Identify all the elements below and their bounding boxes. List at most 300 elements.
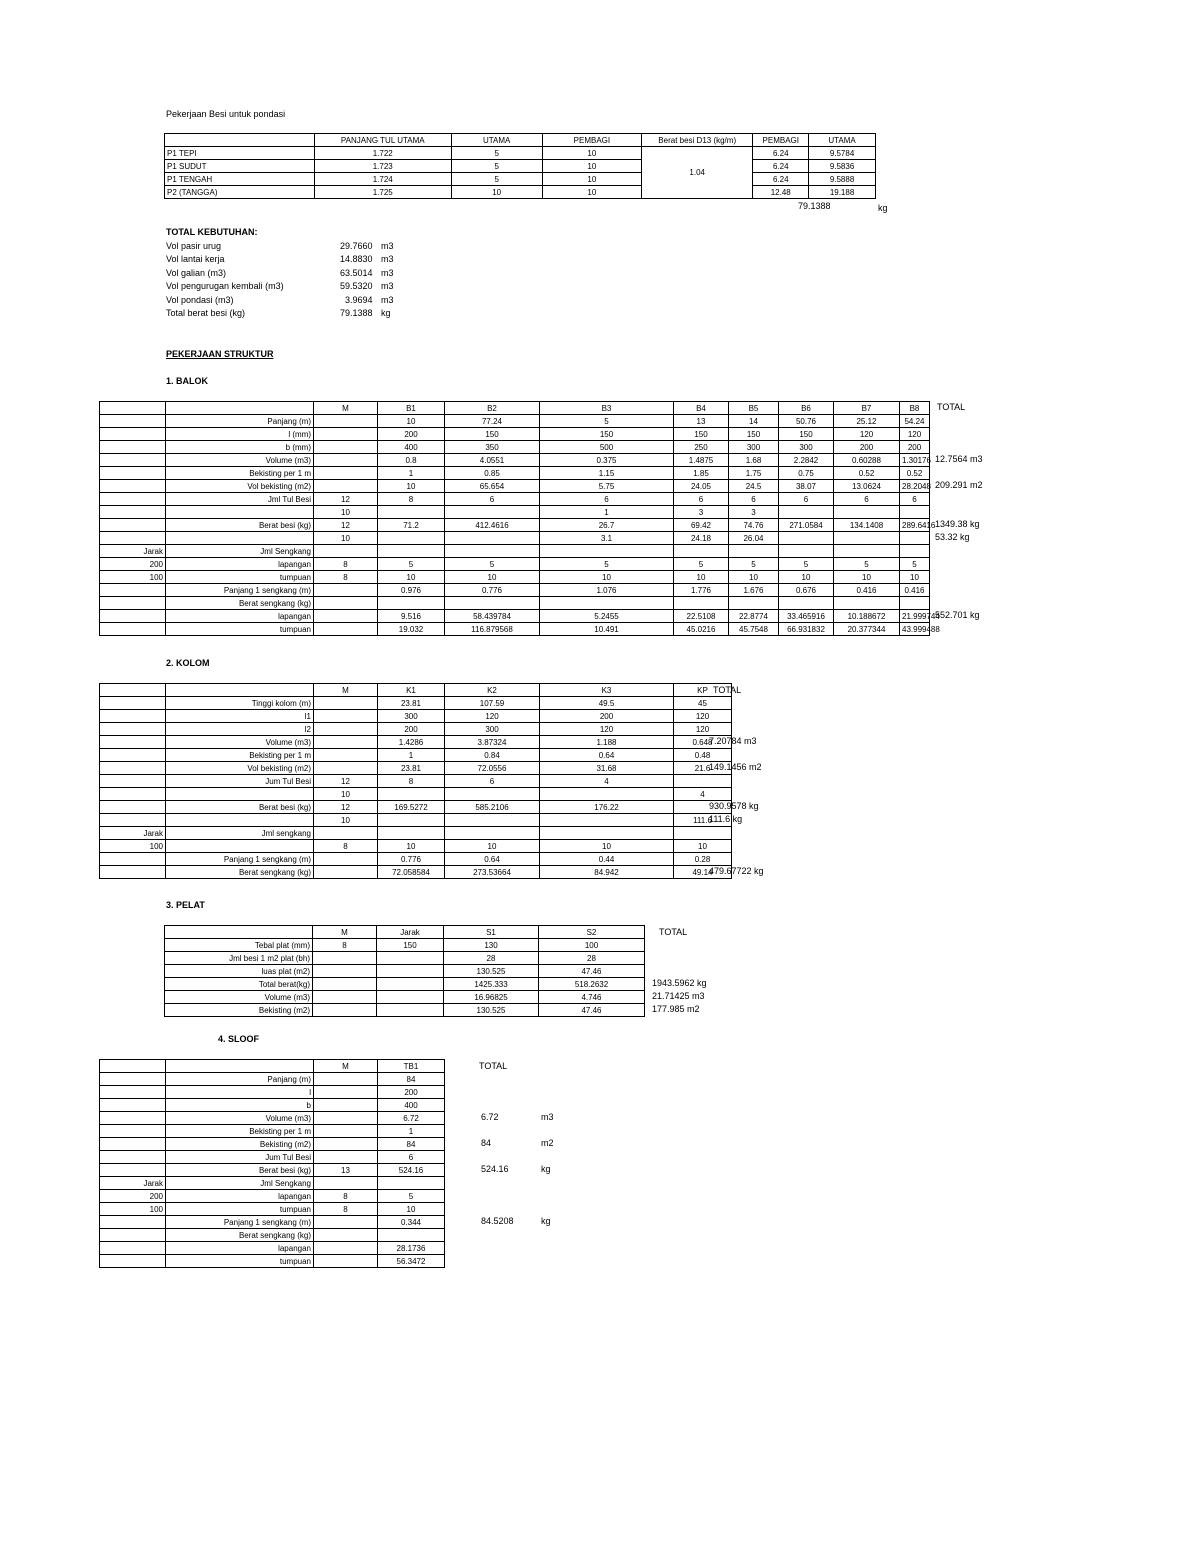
kolom-cell: 10 xyxy=(314,814,378,827)
balok-row-label: Jml Sengkang xyxy=(166,545,314,558)
balok-cell: 0.52 xyxy=(834,467,900,480)
balok-cell xyxy=(674,597,729,610)
kolom-row-label: Berat besi (kg) xyxy=(166,801,314,814)
kolom-cell: 10 xyxy=(445,840,540,853)
foundation-berat: 1.04 xyxy=(642,147,753,199)
balok-total-value: 1349.38 kg xyxy=(935,519,980,529)
kolom-cell: 0.64 xyxy=(445,853,540,866)
balok-row xyxy=(100,597,930,610)
kolom-cell: 8 xyxy=(314,840,378,853)
sloof-table xyxy=(99,1059,445,1268)
balok-cell: 150 xyxy=(540,428,674,441)
balok-cell: 0.8 xyxy=(378,454,445,467)
pelat-cell xyxy=(377,1004,444,1017)
balok-row-label: lapangan xyxy=(166,558,314,571)
pelat-row-label: Bekisting (m2) xyxy=(165,1004,313,1017)
balok-jarak-cell xyxy=(100,415,166,428)
sloof-cell: 5 xyxy=(378,1190,445,1203)
balok-cell: 2.2842 xyxy=(779,454,834,467)
kolom-cell: 120 xyxy=(445,710,540,723)
kolom-jarak-cell xyxy=(100,736,166,749)
sloof-row xyxy=(100,1190,445,1203)
sloof-jarak-cell xyxy=(100,1099,166,1112)
sloof-row xyxy=(100,1099,445,1112)
balok-cell: 3.1 xyxy=(540,532,674,545)
sloof-cell xyxy=(378,1229,445,1242)
sloof-jarak-cell xyxy=(100,1242,166,1255)
foundation-header: PEMBAGI xyxy=(753,134,809,147)
sloof-cell xyxy=(314,1229,378,1242)
sloof-jarak-cell xyxy=(100,1255,166,1268)
sloof-cell: 8 xyxy=(314,1190,378,1203)
balok-cell: 65.654 xyxy=(445,480,540,493)
balok-cell: 58.439784 xyxy=(445,610,540,623)
balok-row xyxy=(100,480,930,493)
pelat-total-label: TOTAL xyxy=(659,927,688,937)
kolom-row-label: Berat sengkang (kg) xyxy=(166,866,314,879)
sloof-cell: 84 xyxy=(378,1073,445,1086)
balok-cell: 0.60288 xyxy=(834,454,900,467)
pelat-header: M xyxy=(313,926,377,939)
balok-cell: 150 xyxy=(674,428,729,441)
sloof-header-row xyxy=(100,1060,445,1073)
sloof-cell xyxy=(314,1086,378,1099)
sloof-row-label: Panjang 1 sengkang (m) xyxy=(166,1216,314,1229)
kolom-title: 2. KOLOM xyxy=(166,658,210,668)
balok-cell xyxy=(834,506,900,519)
balok-cell: 74.76 xyxy=(729,519,779,532)
balok-cell: 1.4875 xyxy=(674,454,729,467)
kolom-header: K2 xyxy=(445,684,540,697)
balok-row xyxy=(100,454,930,467)
balok-cell: 24.18 xyxy=(674,532,729,545)
pelat-row-label: Jml besi 1 m2 plat (bh) xyxy=(165,952,313,965)
balok-cell: 6 xyxy=(834,493,900,506)
balok-cell xyxy=(540,597,674,610)
sloof-header: M xyxy=(314,1060,378,1073)
balok-cell: 69.42 xyxy=(674,519,729,532)
kolom-cell: 10 xyxy=(378,840,445,853)
balok-cell: 150 xyxy=(445,428,540,441)
balok-row xyxy=(100,532,930,545)
balok-jarak-cell xyxy=(100,454,166,467)
kebutuhan-value: 29.7660 xyxy=(340,241,373,251)
kolom-total-label: TOTAL xyxy=(713,685,742,695)
balok-row-label: Panjang (m) xyxy=(166,415,314,428)
kolom-cell: 21.6 xyxy=(674,762,732,775)
balok-cell xyxy=(779,597,834,610)
kebutuhan-value: 59.5320 xyxy=(340,281,373,291)
balok-cell: 5.2455 xyxy=(540,610,674,623)
sloof-row xyxy=(100,1112,445,1125)
balok-cell: 38.07 xyxy=(779,480,834,493)
sloof-jarak-cell: 200 xyxy=(100,1190,166,1203)
balok-cell: 116.879568 xyxy=(445,623,540,636)
balok-jarak-cell xyxy=(100,493,166,506)
pelat-header-row xyxy=(165,926,645,939)
kolom-row-label: Jum Tul Besi xyxy=(166,775,314,788)
balok-cell: 1.076 xyxy=(540,584,674,597)
kolom-total-value: 111.6 kg xyxy=(709,814,743,824)
balok-total-value: 209.291 m2 xyxy=(935,480,983,490)
kolom-cell: 0.28 xyxy=(674,853,732,866)
kolom-cell: 0.648 xyxy=(674,736,732,749)
kolom-cell: 49.14 xyxy=(674,866,732,879)
balok-jarak-cell xyxy=(100,610,166,623)
foundation-header: UTAMA xyxy=(809,134,876,147)
kolom-cell: 1.188 xyxy=(540,736,674,749)
pelat-cell: 8 xyxy=(313,939,377,952)
kebutuhan-value: 79.1388 xyxy=(340,308,373,318)
kolom-jarak-cell xyxy=(100,775,166,788)
pelat-row xyxy=(165,952,645,965)
balok-cell: 21.999744 xyxy=(900,610,930,623)
sloof-row-label: lapangan xyxy=(166,1190,314,1203)
kolom-jarak-cell xyxy=(100,788,166,801)
balok-cell: 26.7 xyxy=(540,519,674,532)
pelat-cell: 130 xyxy=(444,939,539,952)
kolom-cell: 1.4286 xyxy=(378,736,445,749)
balok-row-label: tumpuan xyxy=(166,623,314,636)
sloof-cell xyxy=(314,1151,378,1164)
kolom-row xyxy=(100,736,732,749)
foundation-header: PANJANG TUL UTAMA xyxy=(314,134,451,147)
kolom-row xyxy=(100,853,732,866)
kebutuhan-unit: m3 xyxy=(381,281,394,291)
balok-cell: 8 xyxy=(314,571,378,584)
kolom-cell xyxy=(314,749,378,762)
kolom-cell: 3.87324 xyxy=(445,736,540,749)
kolom-cell: 585.2106 xyxy=(445,801,540,814)
foundation-cell: 5 xyxy=(451,173,542,186)
balok-cell: 19.032 xyxy=(378,623,445,636)
kolom-total-value: 7.20784 m3 xyxy=(709,736,757,746)
sloof-cell xyxy=(314,1255,378,1268)
balok-row-label: Jml Tul Besi xyxy=(166,493,314,506)
kolom-cell xyxy=(314,866,378,879)
kolom-cell: 120 xyxy=(674,710,732,723)
kolom-jarak-cell xyxy=(100,762,166,775)
balok-cell xyxy=(779,506,834,519)
balok-row-label: Vol bekisting (m2) xyxy=(166,480,314,493)
kebutuhan-unit: m3 xyxy=(381,254,394,264)
pelat-total-value: 21.71425 m3 xyxy=(652,991,705,1001)
kolom-cell: 12 xyxy=(314,775,378,788)
kebutuhan-label: Vol pasir urug xyxy=(166,241,222,251)
kolom-cell xyxy=(445,827,540,840)
balok-cell xyxy=(900,506,930,519)
pelat-header: Jarak xyxy=(377,926,444,939)
kolom-cell: 111.6 xyxy=(674,814,732,827)
balok-cell xyxy=(314,454,378,467)
kolom-row-label: l2 xyxy=(166,723,314,736)
balok-cell: 5 xyxy=(900,558,930,571)
sloof-row-label: tumpuan xyxy=(166,1255,314,1268)
balok-cell: 54.24 xyxy=(900,415,930,428)
pelat-row-label: luas plat (m2) xyxy=(165,965,313,978)
balok-cell: 12 xyxy=(314,493,378,506)
balok-cell xyxy=(314,545,378,558)
kolom-row xyxy=(100,801,732,814)
kolom-cell: 120 xyxy=(540,723,674,736)
balok-cell: 10 xyxy=(834,571,900,584)
kolom-table xyxy=(99,683,732,879)
sloof-total-label: TOTAL xyxy=(479,1061,508,1071)
balok-cell xyxy=(314,623,378,636)
kolom-row-label: Jml sengkang xyxy=(166,827,314,840)
kolom-cell: 0.44 xyxy=(540,853,674,866)
sloof-cell: 84 xyxy=(378,1138,445,1151)
sloof-cell xyxy=(314,1112,378,1125)
sloof-cell: 524.16 xyxy=(378,1164,445,1177)
sloof-row xyxy=(100,1073,445,1086)
balok-row xyxy=(100,545,930,558)
sloof-cell: 56.3472 xyxy=(378,1255,445,1268)
kolom-corner xyxy=(100,684,166,697)
balok-row xyxy=(100,558,930,571)
kolom-cell xyxy=(314,723,378,736)
pelat-cell xyxy=(313,965,377,978)
balok-total-value: 53.32 kg xyxy=(935,532,970,542)
kolom-row-label: Bekisting per 1 m xyxy=(166,749,314,762)
sloof-row-label: lapangan xyxy=(166,1242,314,1255)
kolom-cell: 4 xyxy=(674,788,732,801)
balok-cell: 250 xyxy=(674,441,729,454)
balok-cell: 25.12 xyxy=(834,415,900,428)
balok-cell: 6 xyxy=(729,493,779,506)
balok-cell xyxy=(314,441,378,454)
balok-row xyxy=(100,467,930,480)
balok-cell: 10 xyxy=(378,571,445,584)
sloof-total-value: 84.5208 xyxy=(481,1216,514,1226)
balok-row xyxy=(100,428,930,441)
balok-cell xyxy=(445,532,540,545)
kolom-header-row xyxy=(100,684,732,697)
kolom-row-label: Panjang 1 sengkang (m) xyxy=(166,853,314,866)
pelat-row xyxy=(165,1004,645,1017)
kolom-cell xyxy=(378,827,445,840)
balok-row xyxy=(100,506,930,519)
kolom-cell xyxy=(540,788,674,801)
sloof-total-unit: m3 xyxy=(541,1112,554,1122)
balok-cell: 45.0216 xyxy=(674,623,729,636)
kolom-cell: 8 xyxy=(378,775,445,788)
sloof-row xyxy=(100,1138,445,1151)
balok-cell xyxy=(540,545,674,558)
sloof-cell xyxy=(314,1099,378,1112)
balok-row-label: Berat sengkang (kg) xyxy=(166,597,314,610)
balok-cell: 412.4616 xyxy=(445,519,540,532)
kolom-cell: 120 xyxy=(674,723,732,736)
pelat-cell: 1425.333 xyxy=(444,978,539,991)
balok-header: B4 xyxy=(674,402,729,415)
pelat-row-label: Tebal plat (mm) xyxy=(165,939,313,952)
balok-jarak-cell xyxy=(100,532,166,545)
foundation-row xyxy=(165,147,876,160)
balok-cell: 200 xyxy=(378,428,445,441)
balok-cell xyxy=(834,545,900,558)
pelat-header: S1 xyxy=(444,926,539,939)
balok-row xyxy=(100,441,930,454)
sloof-cell: 400 xyxy=(378,1099,445,1112)
sloof-row-label: Jum Tul Besi xyxy=(166,1151,314,1164)
foundation-header: Berat besi D13 (kg/m) xyxy=(642,134,753,147)
balok-cell: 9.516 xyxy=(378,610,445,623)
kolom-cell: 176.22 xyxy=(540,801,674,814)
balok-cell: 10 xyxy=(779,571,834,584)
balok-cell xyxy=(445,545,540,558)
pelat-header: S2 xyxy=(539,926,645,939)
balok-cell: 10.188672 xyxy=(834,610,900,623)
sloof-row xyxy=(100,1151,445,1164)
balok-header: B5 xyxy=(729,402,779,415)
balok-cell: 1 xyxy=(378,467,445,480)
sloof-cell xyxy=(314,1242,378,1255)
balok-cell: 8 xyxy=(314,558,378,571)
foundation-cell: 12.48 xyxy=(753,186,809,199)
kolom-total-value: 930.9578 kg xyxy=(709,801,759,811)
balok-cell: 0.416 xyxy=(834,584,900,597)
balok-row-label xyxy=(166,532,314,545)
balok-jarak-cell: 200 xyxy=(100,558,166,571)
balok-total-label: TOTAL xyxy=(937,402,966,412)
kolom-jarak-cell xyxy=(100,853,166,866)
kebutuhan-unit: m3 xyxy=(381,268,394,278)
balok-cell: 1.776 xyxy=(674,584,729,597)
balok-cell: 5 xyxy=(779,558,834,571)
pelat-cell: 28 xyxy=(539,952,645,965)
sloof-cell: 6 xyxy=(378,1151,445,1164)
balok-jarak-cell: 100 xyxy=(100,571,166,584)
sloof-jarak-cell xyxy=(100,1125,166,1138)
kolom-row-label: l1 xyxy=(166,710,314,723)
kolom-jarak-cell xyxy=(100,723,166,736)
kolom-cell: 45 xyxy=(674,697,732,710)
foundation-cell: 10 xyxy=(542,160,641,173)
balok-cell: 5 xyxy=(540,558,674,571)
kebutuhan-value: 63.5014 xyxy=(340,268,373,278)
kolom-row-label xyxy=(166,840,314,853)
balok-header: B6 xyxy=(779,402,834,415)
kolom-row-label: Tinggi kolom (m) xyxy=(166,697,314,710)
kebutuhan-unit: kg xyxy=(381,308,391,318)
kolom-corner xyxy=(166,684,314,697)
pelat-row-label: Volume (m3) xyxy=(165,991,313,1004)
sloof-row-label: b xyxy=(166,1099,314,1112)
balok-cell: 350 xyxy=(445,441,540,454)
balok-cell: 10 xyxy=(445,571,540,584)
kolom-cell: 169.5272 xyxy=(378,801,445,814)
kolom-row-label: Vol bekisting (m2) xyxy=(166,762,314,775)
balok-cell: 5 xyxy=(445,558,540,571)
balok-cell: 13.0624 xyxy=(834,480,900,493)
balok-cell xyxy=(378,506,445,519)
balok-cell: 6 xyxy=(445,493,540,506)
kolom-total-value: 149.1456 m2 xyxy=(709,762,762,772)
balok-cell: 150 xyxy=(729,428,779,441)
sloof-corner xyxy=(166,1060,314,1073)
kolom-row xyxy=(100,840,732,853)
kebutuhan-label: Vol pondasi (m3) xyxy=(166,295,234,305)
kolom-cell xyxy=(314,762,378,775)
kolom-jarak-cell: 100 xyxy=(100,840,166,853)
pelat-cell xyxy=(377,978,444,991)
sloof-row xyxy=(100,1242,445,1255)
pelat-row xyxy=(165,991,645,1004)
balok-total-value: 12.7564 m3 xyxy=(935,454,983,464)
pelat-cell: 130.525 xyxy=(444,965,539,978)
balok-corner xyxy=(166,402,314,415)
sloof-cell xyxy=(314,1216,378,1229)
balok-cell: 300 xyxy=(729,441,779,454)
kolom-jarak-cell xyxy=(100,697,166,710)
balok-row-label: l (mm) xyxy=(166,428,314,441)
kolom-cell xyxy=(314,853,378,866)
balok-jarak-cell xyxy=(100,467,166,480)
balok-cell: 26.04 xyxy=(729,532,779,545)
kolom-row xyxy=(100,827,732,840)
balok-cell xyxy=(729,545,779,558)
balok-cell: 6 xyxy=(779,493,834,506)
kolom-cell: 0.48 xyxy=(674,749,732,762)
sloof-cell xyxy=(314,1177,378,1190)
sloof-row xyxy=(100,1255,445,1268)
kolom-cell: 23.81 xyxy=(378,762,445,775)
sloof-cell xyxy=(314,1125,378,1138)
foundation-header: UTAMA xyxy=(451,134,542,147)
balok-cell: 0.976 xyxy=(378,584,445,597)
balok-cell xyxy=(314,467,378,480)
balok-cell: 14 xyxy=(729,415,779,428)
balok-row xyxy=(100,571,930,584)
balok-cell: 1.75 xyxy=(729,467,779,480)
sloof-jarak-cell xyxy=(100,1138,166,1151)
balok-cell: 33.465916 xyxy=(779,610,834,623)
balok-jarak-cell xyxy=(100,441,166,454)
kolom-jarak-cell: Jarak xyxy=(100,827,166,840)
balok-cell: 10 xyxy=(378,480,445,493)
sloof-row xyxy=(100,1216,445,1229)
foundation-cell: 5 xyxy=(451,160,542,173)
pelat-row xyxy=(165,978,645,991)
kolom-cell: 72.0556 xyxy=(445,762,540,775)
kebutuhan-label: Vol lantai kerja xyxy=(166,254,225,264)
foundation-total-unit: kg xyxy=(878,203,888,213)
balok-cell xyxy=(314,428,378,441)
kolom-cell xyxy=(314,710,378,723)
balok-cell: 0.676 xyxy=(779,584,834,597)
foundation-cell: 9.5784 xyxy=(809,147,876,160)
sloof-cell xyxy=(314,1073,378,1086)
kolom-cell: 273.53664 xyxy=(445,866,540,879)
balok-jarak-cell xyxy=(100,480,166,493)
foundation-cell: 1.725 xyxy=(314,186,451,199)
balok-cell: 20.377344 xyxy=(834,623,900,636)
balok-cell: 200 xyxy=(834,441,900,454)
balok-cell: 4.0551 xyxy=(445,454,540,467)
balok-cell xyxy=(314,480,378,493)
kolom-cell: 10 xyxy=(674,840,732,853)
balok-cell: 77.24 xyxy=(445,415,540,428)
balok-cell: 0.416 xyxy=(900,584,930,597)
sloof-cell: 13 xyxy=(314,1164,378,1177)
foundation-cell: 6.24 xyxy=(753,160,809,173)
balok-header: M xyxy=(314,402,378,415)
kolom-cell xyxy=(445,814,540,827)
sloof-cell xyxy=(378,1177,445,1190)
balok-cell: 0.375 xyxy=(540,454,674,467)
kolom-cell: 200 xyxy=(540,710,674,723)
